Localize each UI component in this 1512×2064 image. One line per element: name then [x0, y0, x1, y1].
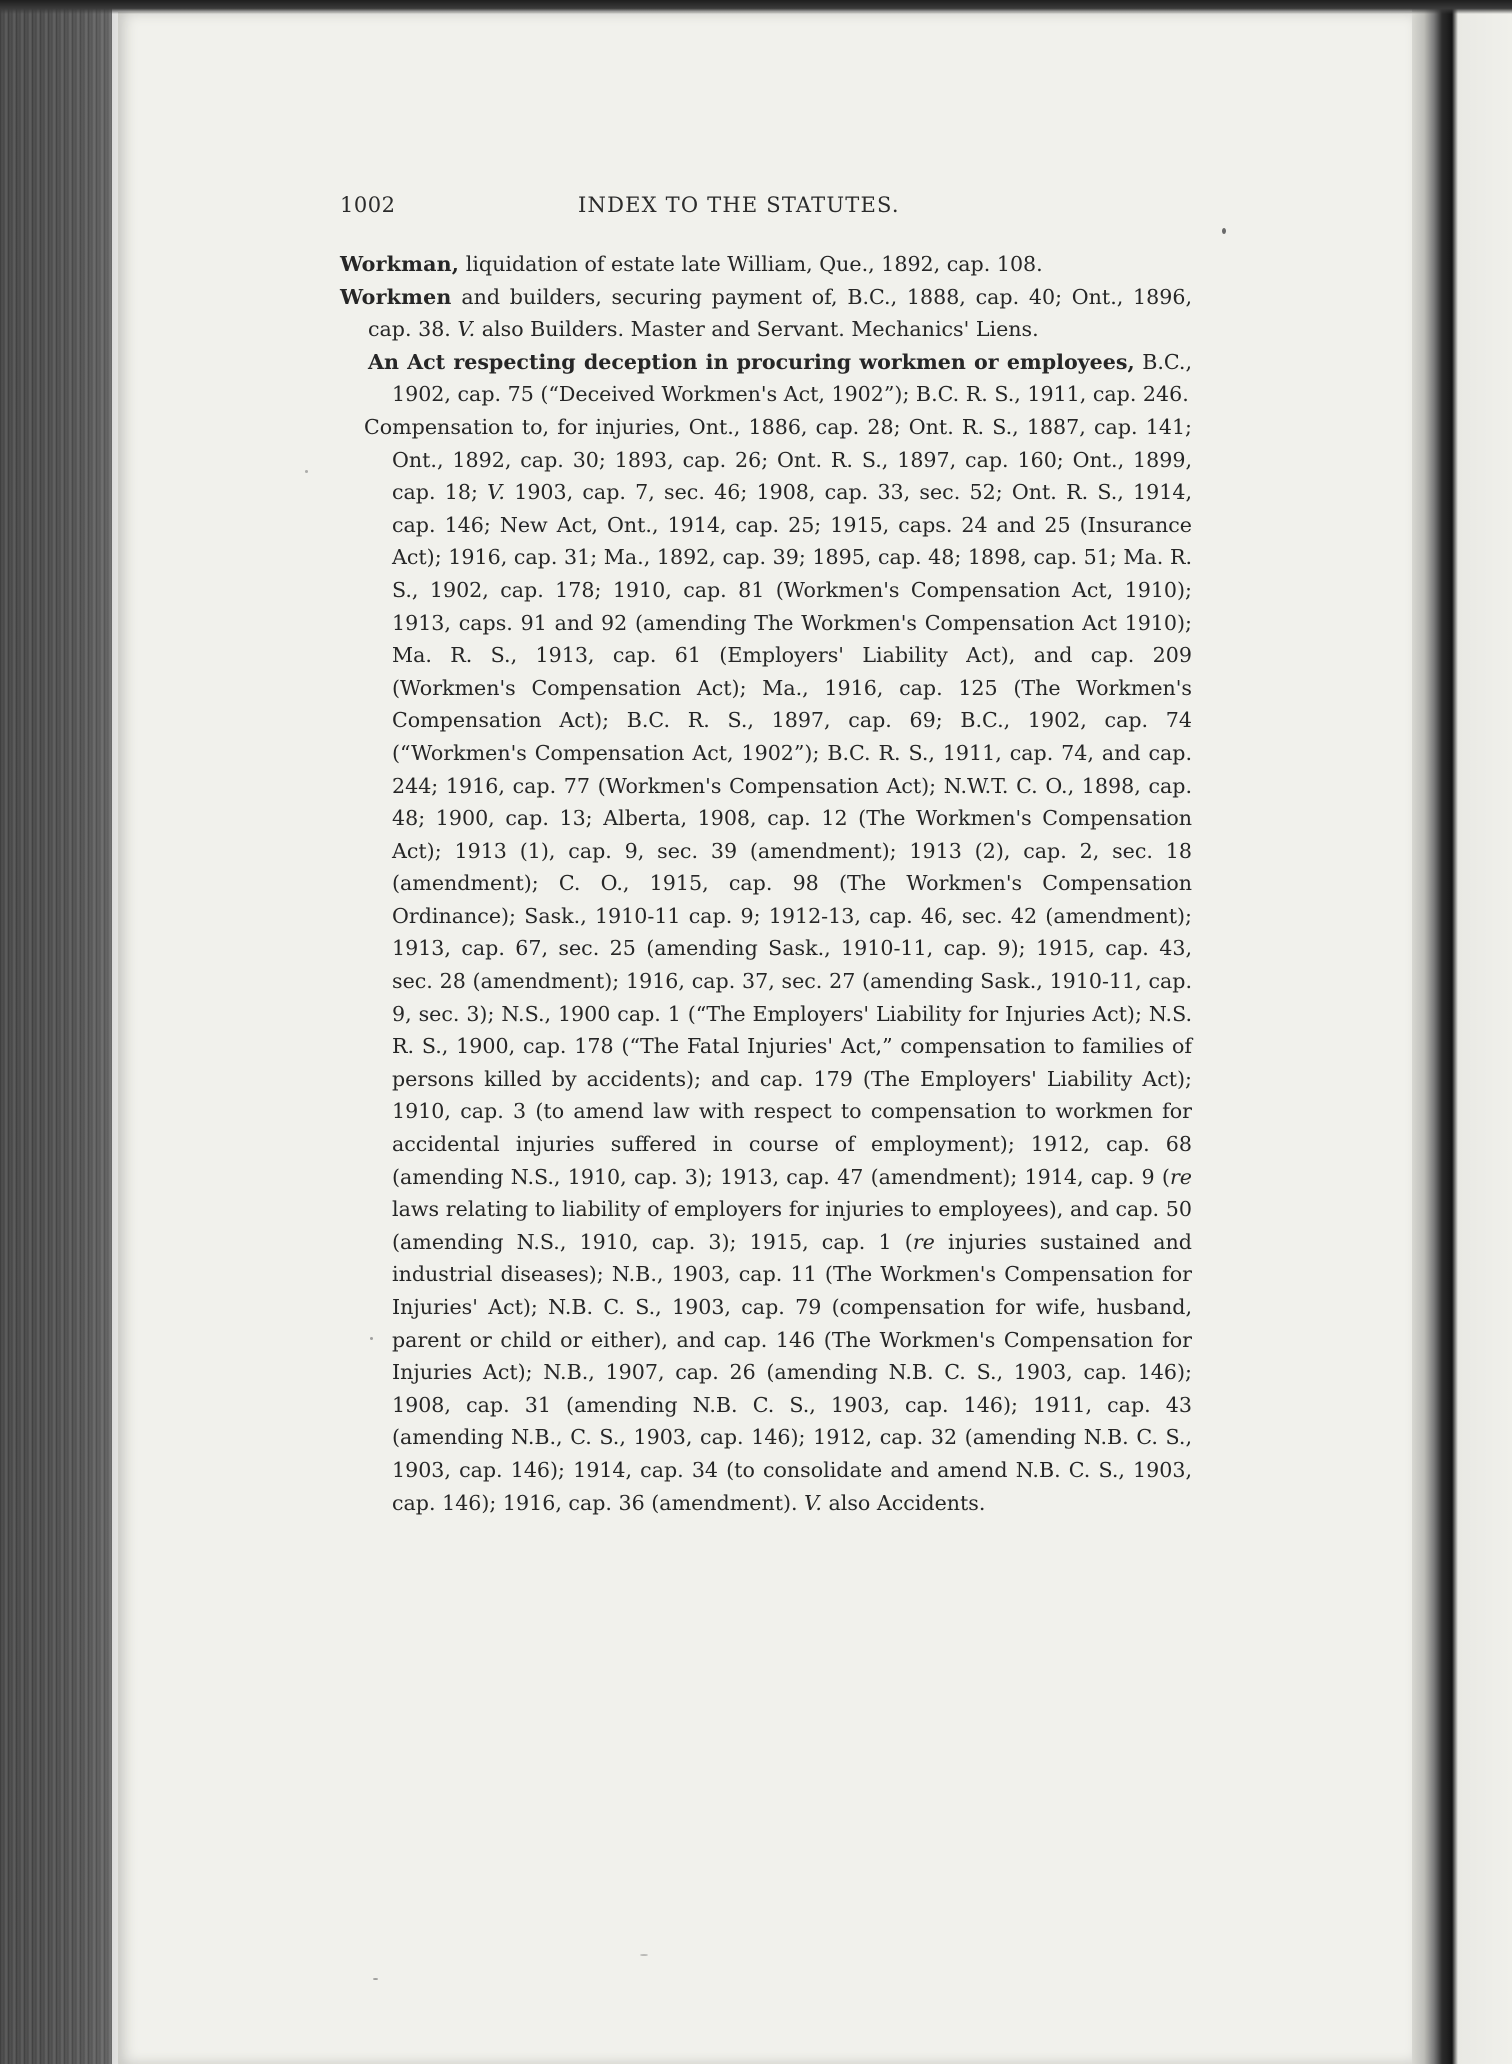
top-edge-shadow	[0, 0, 1512, 14]
page-header	[340, 193, 1190, 227]
sub-entry-deception	[364, 346, 1192, 411]
latin-re: re	[1169, 1164, 1192, 1189]
entry-text: B.C., 1902, cap. 75 (“Deceived Workmen's Act, 1902”); B.C. R. S., 1911, cap. 246.	[392, 349, 1192, 407]
entry-headword: Workman,	[340, 252, 460, 276]
entry-text: 1903, cap. 7, sec. 46; 1908, cap. 33, sec. 52; Ont. R. S., 1914, cap. 146; New Act, Ont., 1914, cap. 25; 1915, caps. 24 and 25 (Insurance Act); 1916, cap. 31; Ma., 1892, cap. 39; 1895, cap. 48; 1898, cap. 51; Ma. R. S., 1902, cap. 178; 1910, cap. 81 (Workmen's Compensation Act, 1910); 1913, caps. 91 and 92 (amending The Workmen's Compensation Act 1910); Ma. R. S., 1913, cap. 61 (Employers' Liability Act), and cap. 209 (Workmen's Compensation Act); Ma., 1916, cap. 125 (The Workmen's Compensation Act); B.C. R. S., 1897, cap. 69; B.C., 1902, cap. 74 (“Workmen's Compensation Act, 1902”); B.C. R. S., 1911, cap. 74, and cap. 244; 1916, cap. 77 (Workmen's Compensation Act); N.W.T. C. O., 1898, cap. 48; 1900, cap. 13; Alberta, 1908, cap. 12 (The Workmen's Compensation Act); 1913 (1), cap. 9, sec. 39 (amendment); 1913 (2), cap. 2, sec. 18 (amendment); C. O., 1915, cap. 98 (The Workmen's Compensation Ordinance); Sask., 1910-11 cap. 9; 1912-13, cap. 46, sec. 42 (amendment); 1913, cap. 67, sec. 25 (amending Sask., 1910-11, cap. 9); 1915, cap. 43, sec. 28 (amendment); 1916, cap. 37, sec. 27 (amending Sask., 1910-11, cap. 9, sec. 3); N.S., 1900 cap. 1 (“The Employers' Liability for Injuries Act); N.S. R. S., 1900, cap. 178 (“The Fatal Injuries' Act,” compensation to families of persons killed by accidents); and cap. 179 (The Employers' Liability Act); 1910, cap. 3 (to amend law with respect to compensation to workmen for accidental injuries suffered in course of employment); 1912, cap. 68 (amending N.S., 1910, cap. 3); 1913, cap. 47 (amendment); 1914, cap. 9 (	[392, 480, 1193, 1189]
entry-text: and builders, securing payment of, B.C., 1888, cap. 40; Ont., 1896, cap. 38.	[368, 284, 1192, 342]
index-body	[340, 248, 1192, 1519]
entry-text: liquidation of estate late William, Que., 1892, cap. 108.	[459, 252, 1043, 276]
left-page-stack-edge	[0, 0, 112, 2064]
index-entry-workman	[340, 248, 1192, 281]
sub-entry-lead: An Act respecting deception in procuring workmen or employees,	[368, 349, 1135, 374]
paper-speck	[373, 1978, 378, 1980]
sub-entry-compensation	[364, 411, 1192, 1519]
entry-text: laws relating to liability of employers for injuries to employees), and cap. 50 (amending N.S., 1910, cap. 3); 1915, cap. 1 (	[392, 1197, 1192, 1254]
latin-re: re	[912, 1229, 935, 1254]
entry-text: injuries sustained and industrial diseases); N.B., 1903, cap. 11 (The Workmen's Compensation for Injuries' Act); N.B. C. S., 1903, cap. 79 (compensation for wife, husband, parent or child or either), and cap. 146 (The Workmen's Compensation for Injuries Act); N.B., 1907, cap. 26 (amending N.B. C. S., 1903, cap. 146); 1908, cap. 31 (amending N.B. C. S., 1903, cap. 146); 1911, cap. 43 (amending N.B., C. S., 1903, cap. 146); 1912, cap. 32 (amending N.B. C. S., 1903, cap. 146); 1914, cap. 34 (to consolidate and amend N.B. C. S., 1903, cap. 146); 1916, cap. 36 (amendment).	[392, 1229, 1192, 1515]
entry-text: also Accidents.	[821, 1490, 986, 1515]
cross-reference-label: V.	[457, 317, 476, 342]
entry-text: also Builders. Master and Servant. Mechanics' Liens.	[475, 317, 1039, 342]
entry-headword: Workmen	[340, 284, 452, 309]
book-gutter	[1412, 0, 1512, 2064]
running-title: INDEX TO THE STATUTES.	[578, 193, 900, 217]
cross-reference-label: V.	[804, 1490, 822, 1515]
page-number: 1002	[340, 193, 396, 217]
cross-reference-label: V.	[487, 480, 505, 505]
paper-speck	[640, 1954, 648, 1956]
paper-speck	[1222, 228, 1226, 234]
index-entry-workmen	[340, 281, 1192, 346]
entry-text: Compensation to, for injuries, Ont., 1886, cap. 28; Ont. R. S., 1887, cap. 141; Ont., 1892, cap. 30; 1893, cap. 26; Ont. R. S., 1897, cap. 160; Ont., 1899, cap. 18;	[364, 414, 1192, 505]
paper-speck	[305, 470, 308, 473]
